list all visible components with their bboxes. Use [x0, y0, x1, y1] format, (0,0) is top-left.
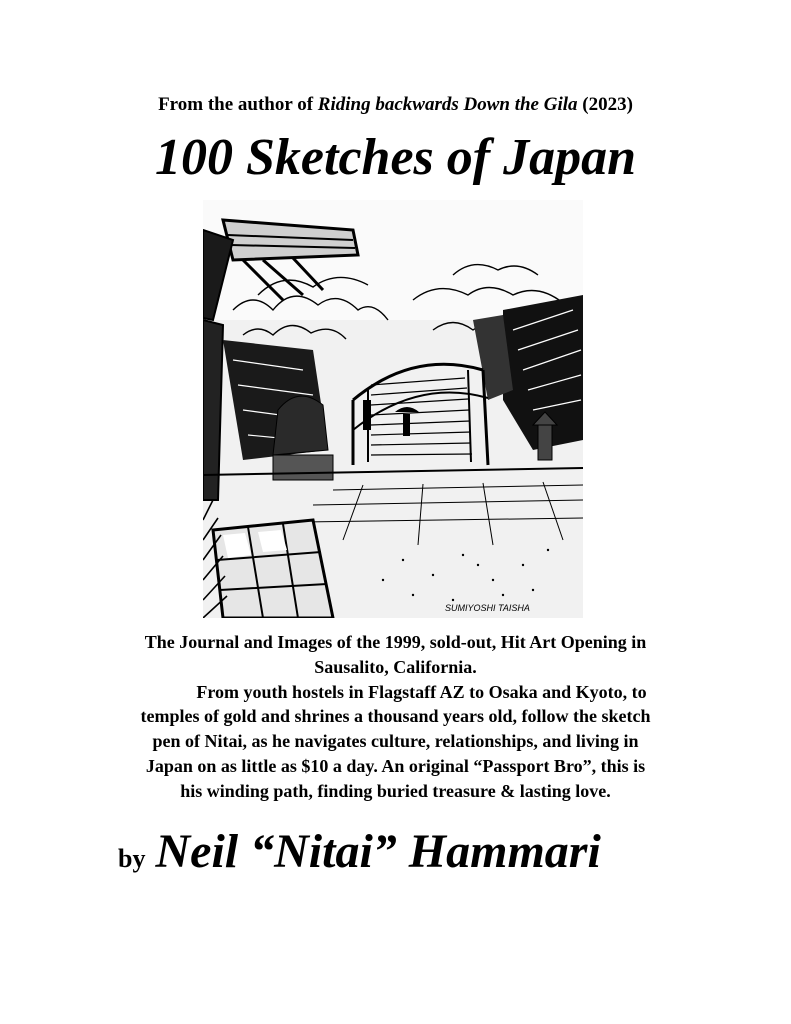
- description-line-6: Japan on as little as $10 a day. An original “Passport Bro”, this is: [145, 755, 646, 776]
- book-title: 100 Sketches of Japan: [155, 129, 636, 186]
- tagline-suffix: (2023): [577, 94, 633, 115]
- author-byline: [118, 824, 601, 879]
- description-line-2: Sausalito, California.: [314, 656, 477, 677]
- description-line-5: pen of Nitai, as he navigates culture, relationships, and living in: [152, 731, 639, 752]
- sketch-caption: SUMIYOSHI TAISHA: [445, 603, 530, 613]
- prior-book-title: Riding backwards Down the Gila: [317, 94, 578, 115]
- author-name: Neil “Nitai” Hammari: [155, 825, 601, 878]
- description-line-7: his winding path, finding buried treasure & lasting love.: [180, 780, 611, 801]
- author-tagline: [0, 94, 791, 116]
- description-line-1: The Journal and Images of the 1999, sold-out, Hit Art Opening in: [144, 632, 647, 652]
- book-description: [0, 630, 791, 804]
- description-line-3: From youth hostels in Flagstaff AZ to Osaka and Kyoto, to: [196, 681, 647, 702]
- bridge-sketch-illustration: [203, 200, 583, 618]
- description-line-4: temples of gold and shrines a thousand years old, follow the sketch: [140, 706, 651, 727]
- tagline-prefix: From the author of: [158, 94, 318, 115]
- byline-by: by: [118, 844, 146, 873]
